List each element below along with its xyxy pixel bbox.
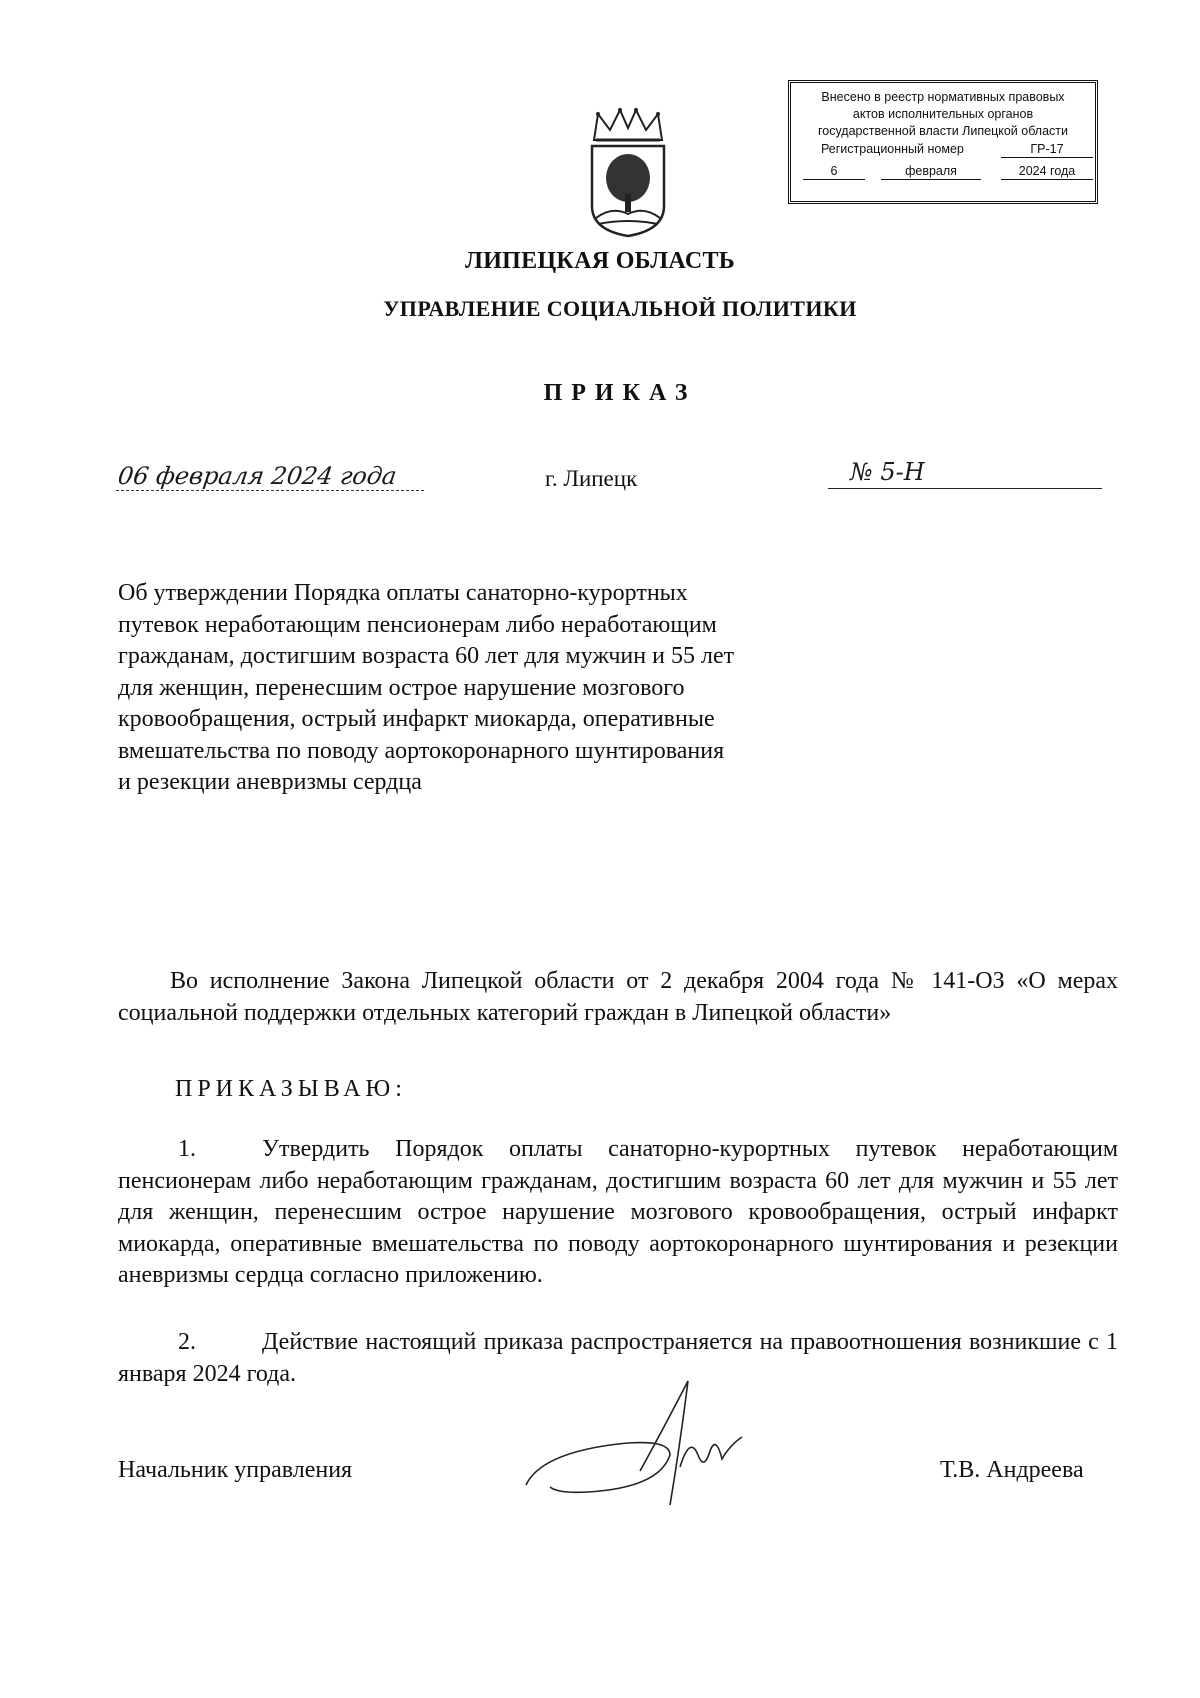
item-number: 1. [178,1136,196,1162]
preamble-paragraph: Во исполнение Закона Липецкой области от 2 декабря 2004 года № 141-ОЗ «О мерах социальной поддержки отдельных категорий граждан в Липецкой области» [118,968,1118,1026]
handwritten-signature [520,1375,800,1515]
city-label: г. Липецк [545,466,638,491]
document-type-title: ПРИКАЗ [543,380,697,406]
order-item [118,1134,1118,1292]
order-date: 06 февраля 2024 года [116,462,428,491]
command-heading: ПРИКАЗЫВАЮ: [175,1076,407,1102]
order-number: № 5-Н [850,458,925,486]
region-title: ЛИПЕЦКАЯ ОБЛАСТЬ [465,248,735,274]
stamp-day: 6 [803,163,865,180]
stamp-year: 2024 года [1001,163,1093,180]
item-number: 2. [178,1329,196,1355]
signatory-position: Начальник управления [118,1457,353,1483]
item-text: Действие настоящий приказа распространяется на правоотношения возникшие с 1 января 2024 года. [118,1329,1118,1387]
stamp-reg-label: Регистрационный номер [821,142,964,156]
order-subject: Об утверждении Порядка оплаты санаторно-курортных путевок неработающим пенсионерам либо неработающим гражданам, достигшим возраста 60 лет для мужчин и 55 лет для женщин, перенесшим острое нарушение мозгового кровообращения, острый инфаркт миокарда, оперативные вмешательства по поводу аортокоронарного шунтирования и резекции аневризмы сердца [118,580,735,795]
stamp-reg-number: ГР-17 [1001,141,1093,158]
item-text: Утвердить Порядок оплаты санаторно-курортных путевок неработающим пенсионерам либо неработающим гражданам, достигшим возраста 60 лет для мужчин и 55 лет для женщин, перенесшим острое нарушение мозгового кровообращения, острый инфаркт миокарда, оперативные вмешательства по поводу аортокоронарного шунтирования и резекции аневризмы сердца согласно приложению. [118,1136,1118,1288]
department-title: УПРАВЛЕНИЕ СОЦИАЛЬНОЙ ПОЛИТИКИ [383,296,857,321]
stamp-month: февраля [881,163,981,180]
stamp-line: актов исполнительных органов [852,107,1034,121]
stamp-line: Внесено в реестр нормативных правовых [821,90,1065,104]
number-underline [828,488,1102,489]
stamp-line: государственной власти Липецкой области [817,124,1069,138]
registry-stamp [788,80,1098,204]
signatory-name: Т.В. Андреева [940,1457,1084,1483]
coat-of-arms-icon [588,106,668,238]
